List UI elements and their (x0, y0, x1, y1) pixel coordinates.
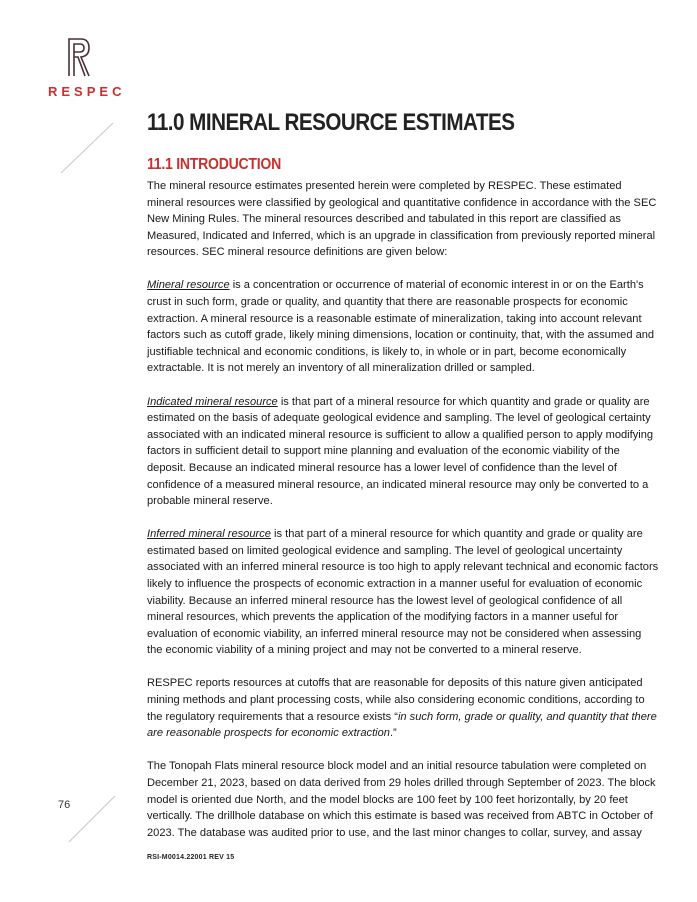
definition-term: Mineral resource (147, 279, 230, 292)
cutoff-end: .” (389, 727, 397, 740)
page-title: 11.0 MINERAL RESOURCE ESTIMATES (147, 109, 515, 136)
intro-paragraph: The mineral resource estimates presented herein were completed by RESPEC. These estimated mineral resources were classified by geological and quantitative confidence in accordance with the SEC New Mining Rules. The mineral resources described and tabulated in this report are classified as Measured, Indicated and Inferred, which is an upgrade in classification from previously reported mineral resources. SEC mineral resource definitions are given below: (147, 180, 657, 259)
definition-inferred-resource (147, 526, 659, 659)
cutoff-quote: in such form, grade or quality, and quantity that there are reasonable prospects for economic extraction (147, 710, 657, 740)
definition-term: Inferred mineral resource (147, 528, 271, 541)
logo-text: RESPEC (48, 84, 126, 99)
cutoff-text: RESPEC reports resources at cutoffs that are reasonable for deposits of this nature given anticipated mining methods and plant processing costs, while also considering economic conditions, according to the regulatory requirements that a resource exists “ (147, 677, 645, 723)
section-heading: 11.1 INTRODUCTION (147, 156, 281, 173)
page-number: 76 (58, 799, 71, 811)
decorative-line-bottom (68, 795, 116, 843)
definition-indicated-resource (147, 394, 659, 510)
document-footer: RSI-M0014.22001 REV 15 (147, 854, 235, 861)
definition-text: is that part of a mineral resource for which quantity and grade or quality are estimated on the basis of adequate geological evidence and sampling. The level of geological certainty associated with an indicated mineral resource is sufficient to allow a qualified person to apply modifying factors in sufficient detail to support mine planning and evaluation of the economic viability of the deposit. Because an indicated mineral resource has a lower level of confidence than the level of confidence of a measured mineral resource, an indicated mineral resource may only be converted to a probable mineral reserve. (147, 395, 654, 508)
definition-term: Indicated mineral resource (147, 395, 278, 408)
respec-logo (48, 36, 126, 99)
respec-r-mark-icon (66, 36, 92, 78)
cutoff-paragraph (147, 675, 659, 741)
definition-text: is that part of a mineral resource for which quantity and grade or quality are estimated based on limited geological evidence and sampling. The level of geological uncertainty associated with an inferred mineral resource is too high to apply relevant technical and economic factors likely to influence the prospects of economic extraction in a manner useful for evaluation of economic viability. Because an inferred mineral resource has the lowest level of geological confidence of all mineral resources, which prevents the application of the modifying factors in a manner useful for evaluation of economic viability, an inferred mineral resource may not be considered when assessing the economic viability of a mining project and may not be converted to a mineral reserve. (147, 528, 659, 657)
main-content (147, 108, 659, 858)
block-model-paragraph: The Tonopah Flats mineral resource block model and an initial resource tabulation were completed on December 21, 2023, based on data derived from 29 holes drilled through September of 2023. The block model is oriented due North, and the model blocks are 100 feet by 100 feet horizontally, by 20 feet vertically. The drillhole database on which this estimate is based was received from ABTC in October of 2023. The database was audited prior to use, and the last minor changes to collar, survey, and assay (147, 760, 656, 839)
definition-text: is a concentration or occurrence of material of economic interest in or on the Earth's crust in such form, grade or quality, and quantity that there are reasonable prospects for economic extraction. A mineral resource is a reasonable estimate of mineralization, taking into account relevant factors such as cutoff grade, likely mining dimensions, location or continuity, that, with the assumed and justifiable technical and economic conditions, is likely to, in whole or in part, become economically extractable. It is not merely an inventory of all mineralization drilled or sampled. (147, 279, 655, 375)
definition-mineral-resource (147, 277, 659, 377)
decorative-line-top (60, 122, 114, 174)
